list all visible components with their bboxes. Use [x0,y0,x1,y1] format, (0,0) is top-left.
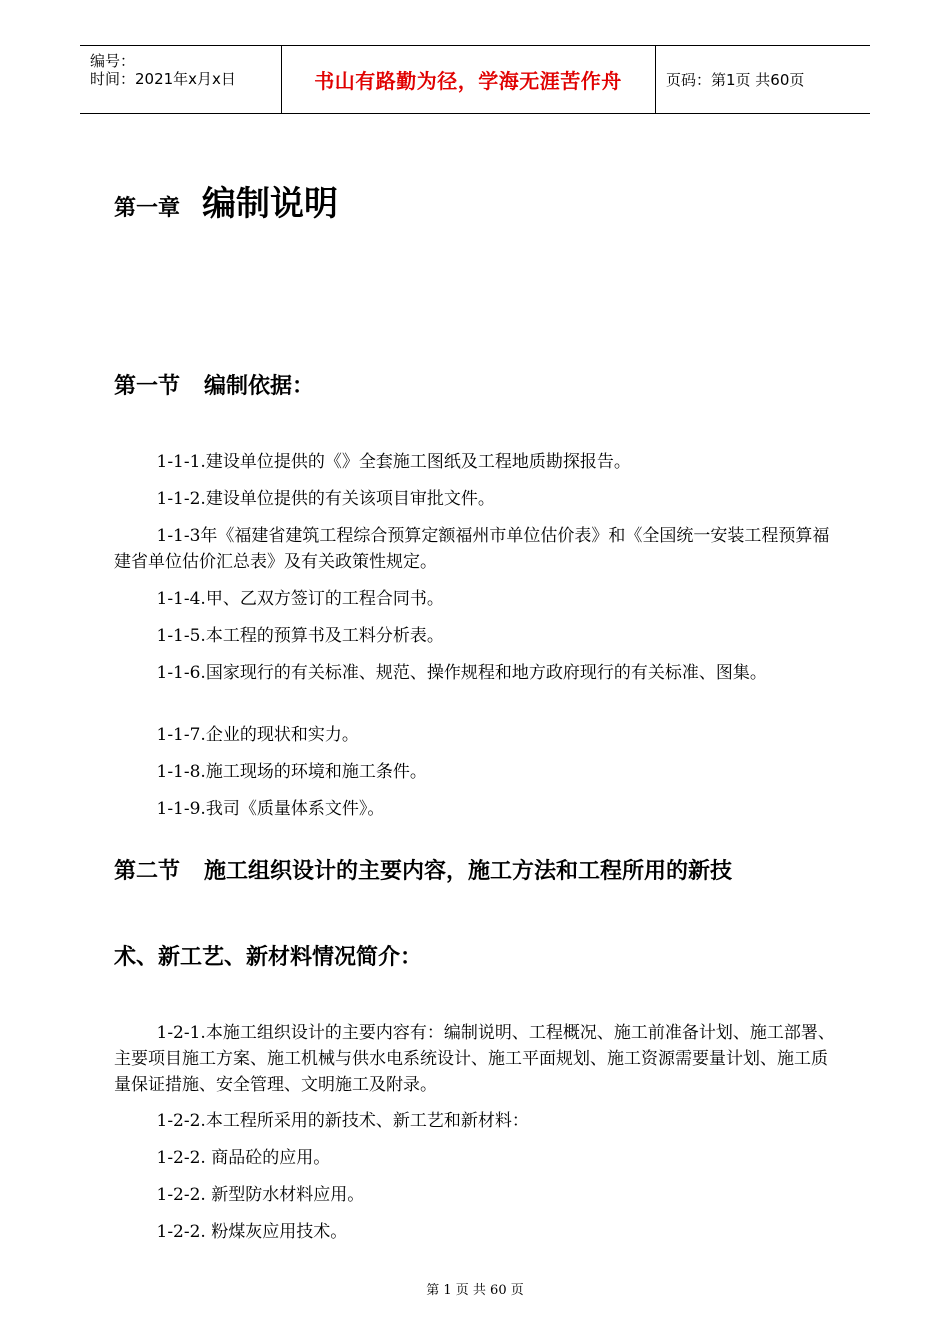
section-2-item: 1-2-2. 粉煤灰应用技术。 [156,1222,348,1242]
header-page-cell [656,46,870,113]
time-label: 时间：2021年x月x日 [90,70,236,88]
section-1-item: 1-1-2.建设单位提供的有关该项目审批文件。 [156,489,495,509]
page-footer: 第 1 页 共 60 页 [426,1283,524,1298]
header-page-info: 页码：第1页 共60页 [666,71,805,89]
doc-number-label: 编号： [90,52,136,70]
section-1-item: 1-1-3年《福建省建筑工程综合预算定额福州市单位估价表》和《全国统一安装工程预算福建省单位估价汇总表》及有关政策性规定。 [114,526,830,572]
chapter-title: 编制说明 [202,184,339,224]
section-2-heading [114,854,732,885]
section-1-item: 1-1-1.建设单位提供的《》全套施工图纸及工程地质勘探报告。 [156,452,631,472]
section-1-heading [114,369,314,400]
section-2-heading-continued: 术、新工艺、新材料情况简介： [114,945,423,970]
section-1-item: 1-1-7.企业的现状和实力。 [156,725,359,745]
section-1-item: 1-1-9.我司《质量体系文件》。 [156,799,385,819]
section-1-item: 1-1-6.国家现行的有关标准、规范、操作规程和地方政府现行的有关标准、图集。 [156,663,767,683]
header-motto: 书山有路勤为径，学海无涯苦作舟 [314,69,622,93]
section-2-item: 1-2-2. 新型防水材料应用。 [156,1185,365,1205]
section-1-title: 编制依据： [204,374,315,399]
header-info-cell [80,46,282,113]
header-motto-cell [281,46,656,113]
section-2-title: 施工组织设计的主要内容，施工方法和工程所用的新技 [204,859,733,884]
section-2-number: 第二节 [114,859,181,884]
page-header [80,45,870,114]
chapter-heading [114,176,338,225]
section-1-number: 第一节 [114,374,181,399]
section-2-item: 1-2-2.本工程所采用的新技术、新工艺和新材料： [156,1111,529,1131]
section-2-item: 1-2-1.本施工组织设计的主要内容有：编制说明、工程概况、施工前准备计划、施工部署、主要项目施工方案、施工机械与供水电系统设计、施工平面规划、施工资源需要量计划、施工质量保证措施、安全管理、文明施工及附录。 [114,1023,835,1095]
section-1-item: 1-1-4.甲、乙双方签订的工程合同书。 [156,589,444,609]
section-1-item: 1-1-5.本工程的预算书及工料分析表。 [156,626,444,646]
chapter-number: 第一章 [114,196,181,221]
section-2-item: 1-2-2. 商品砼的应用。 [156,1148,331,1168]
section-1-item: 1-1-8.施工现场的环境和施工条件。 [156,762,427,782]
